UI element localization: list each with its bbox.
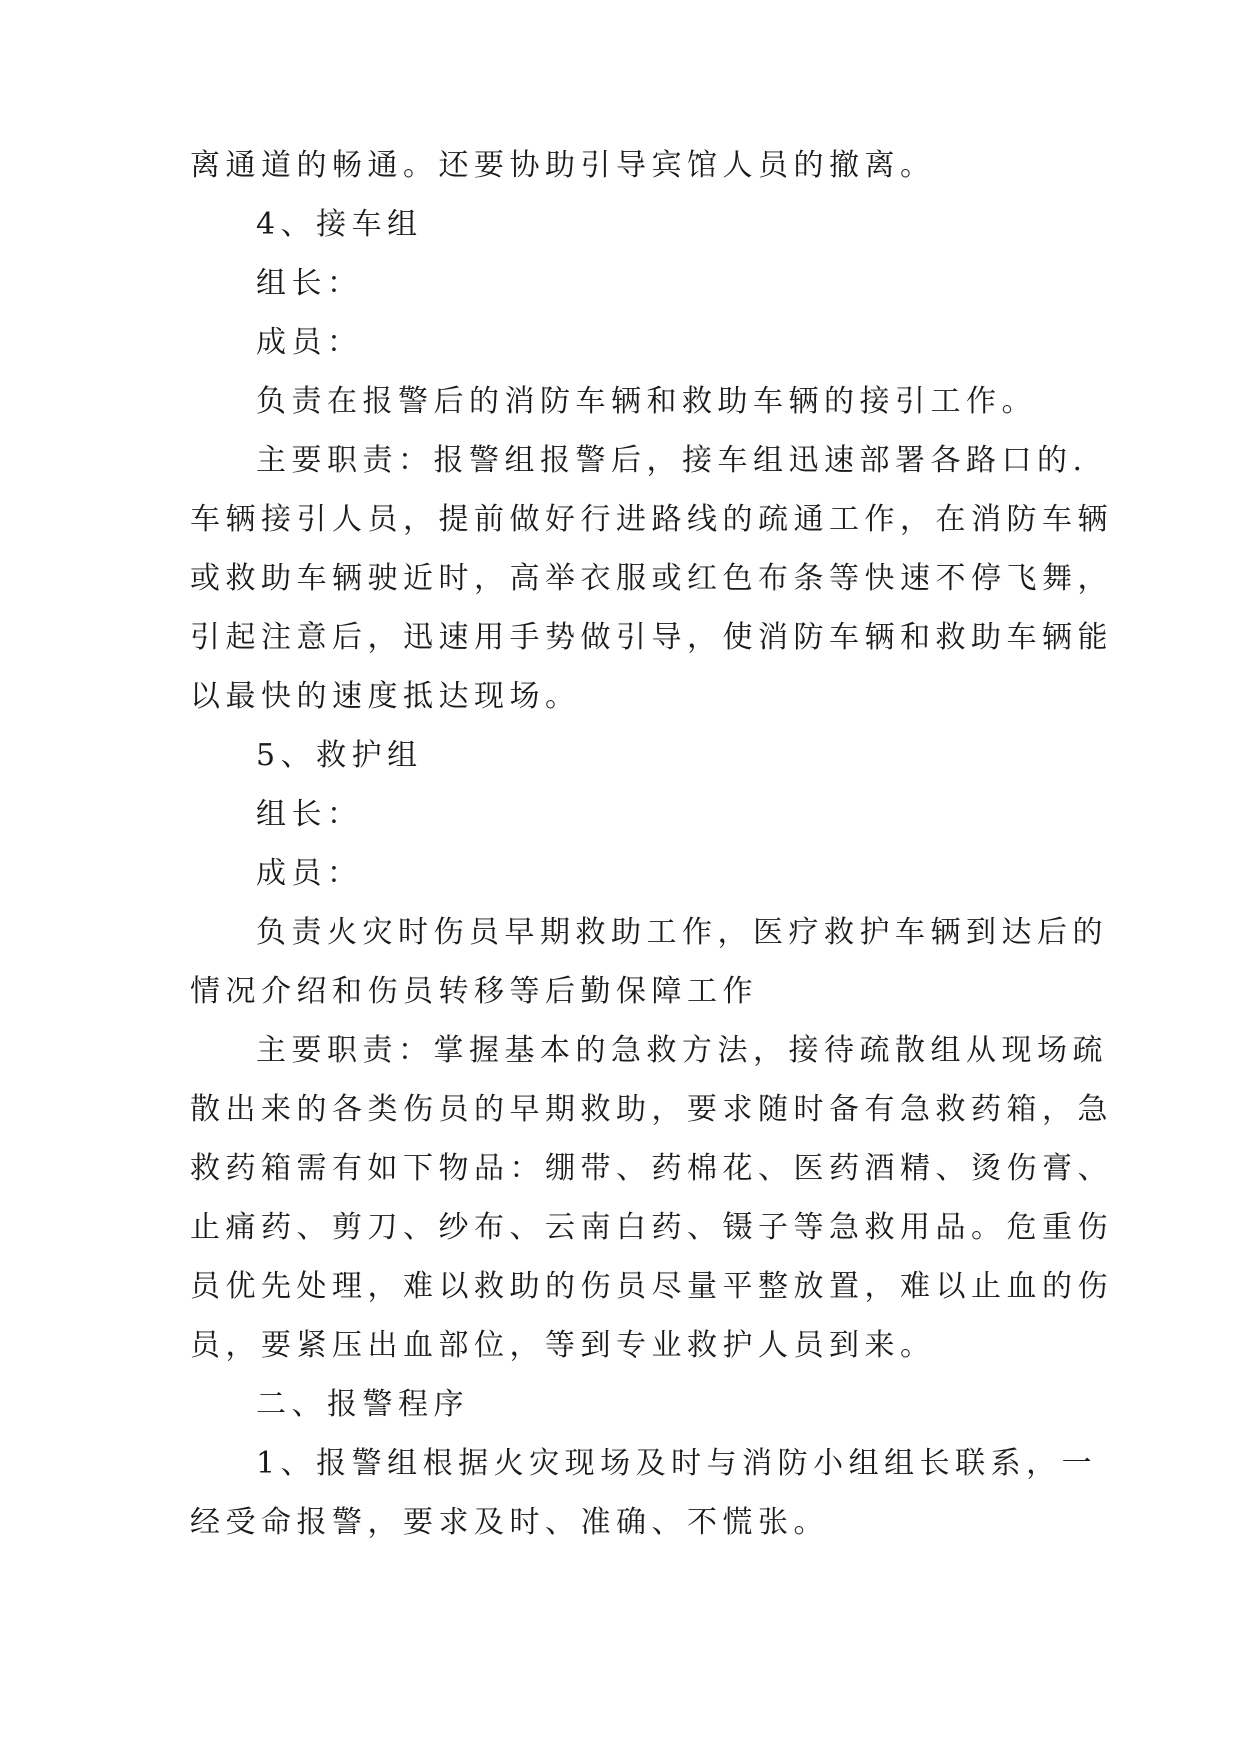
field-label-leader: 组长： xyxy=(256,797,363,832)
paragraph-line: 员，要紧压出血部位，等到专业救护人员到来。 xyxy=(190,1328,936,1363)
paragraph-line: 止痛药、剪刀、纱布、云南白药、镊子等急救用品。危重伤 xyxy=(190,1210,1113,1245)
paragraph-line: 主要职责：掌握基本的急救方法，接待疏散组从现场疏 xyxy=(256,1033,1108,1068)
section-heading: 4、接车组 xyxy=(256,207,423,242)
paragraph-line: 员优先处理，难以救助的伤员尽量平整放置，难以止血的伤 xyxy=(190,1269,1113,1304)
paragraph-line: 1、报警组根据火灾现场及时与消防小组组长联系，一 xyxy=(256,1446,1098,1481)
paragraph-line: 引起注意后，迅速用手势做引导，使消防车辆和救助车辆能 xyxy=(190,620,1113,655)
section-heading: 5、救护组 xyxy=(256,738,423,773)
field-label-leader: 组长： xyxy=(256,266,363,301)
paragraph-line: 车辆接引人员，提前做好行进路线的疏通工作，在消防车辆 xyxy=(190,502,1113,537)
paragraph-line: 以最快的速度抵达现场。 xyxy=(190,679,581,714)
paragraph-line: 或救助车辆驶近时，高举衣服或红色布条等快速不停飞舞， xyxy=(190,561,1113,596)
paragraph-line: 负责在报警后的消防车辆和救助车辆的接引工作。 xyxy=(256,384,1037,419)
field-label-members: 成员： xyxy=(256,325,363,360)
field-label-members: 成员： xyxy=(256,856,363,891)
paragraph-line: 离通道的畅通。还要协助引导宾馆人员的撤离。 xyxy=(190,148,936,183)
section-heading: 二、报警程序 xyxy=(256,1387,469,1422)
paragraph-line: 散出来的各类伤员的早期救助，要求随时备有急救药箱，急 xyxy=(190,1092,1113,1127)
paragraph-line: 情况介绍和伤员转移等后勤保障工作 xyxy=(190,974,758,1009)
paragraph-line: 负责火灾时伤员早期救助工作，医疗救护车辆到达后的 xyxy=(256,915,1108,950)
paragraph-line: 救药箱需有如下物品：绷带、药棉花、医药酒精、烫伤膏、 xyxy=(190,1151,1113,1186)
paragraph-line: 主要职责：报警组报警后，接车组迅速部署各路口的. xyxy=(256,443,1088,478)
paragraph-line: 经受命报警，要求及时、准确、不慌张。 xyxy=(190,1505,829,1540)
